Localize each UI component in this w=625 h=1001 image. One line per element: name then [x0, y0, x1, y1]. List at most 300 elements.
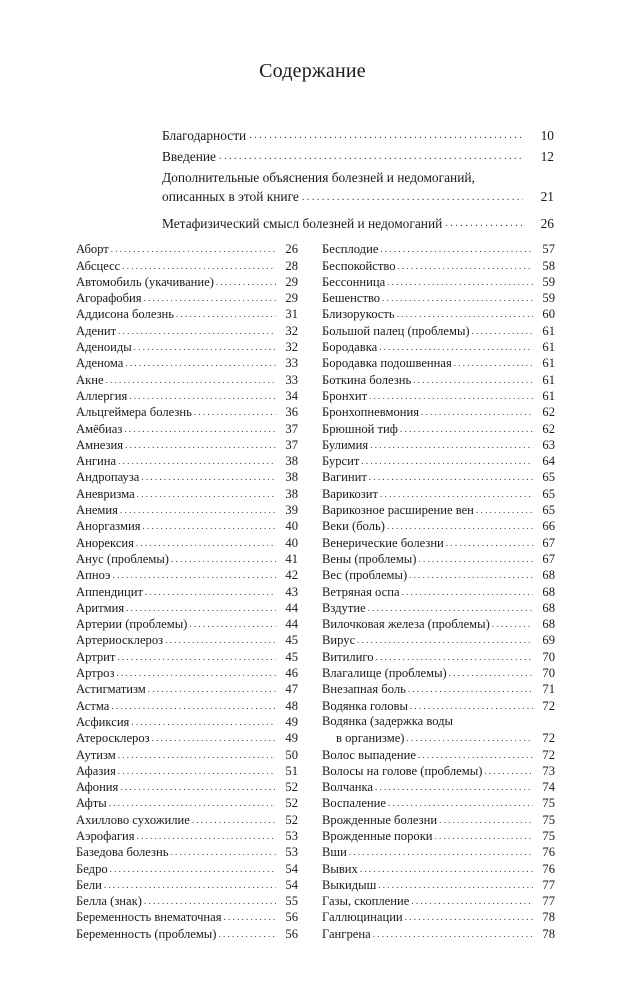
index-page-number: 73	[542, 763, 555, 778]
index-page-number: 45	[285, 649, 298, 664]
index-entry[interactable]	[322, 403, 555, 419]
index-entry[interactable]	[76, 664, 298, 680]
dot-leader	[218, 930, 276, 939]
index-entry[interactable]	[76, 778, 298, 794]
dot-leader	[126, 604, 276, 613]
index-entry[interactable]	[322, 338, 555, 354]
index-entry[interactable]	[76, 452, 298, 468]
index-column-right	[322, 240, 555, 941]
index-entry[interactable]	[322, 370, 555, 386]
dot-leader	[131, 718, 276, 727]
index-page-number: 34	[285, 388, 298, 403]
index-page-number: 43	[285, 584, 298, 599]
index-page-number: 55	[285, 894, 298, 909]
page-title: Содержание	[259, 60, 366, 82]
dot-leader	[144, 294, 276, 303]
dot-leader	[370, 441, 533, 450]
index-entry[interactable]	[322, 892, 555, 908]
index-page-number: 53	[285, 845, 298, 860]
index-page-number: 59	[542, 274, 555, 289]
toc-entry[interactable]	[162, 211, 554, 232]
dot-leader	[382, 294, 533, 303]
dot-leader	[445, 219, 523, 229]
index-entry[interactable]	[76, 338, 298, 354]
dot-leader	[141, 473, 276, 482]
index-entry[interactable]	[322, 273, 555, 289]
index-entry-label: Бурсит	[322, 454, 360, 469]
index-page-number: 41	[285, 551, 298, 566]
index-page-number: 72	[542, 698, 555, 713]
index-entry-label: Выкидыш	[322, 877, 377, 892]
index-entry-label: Бешенство	[322, 291, 381, 306]
index-page-number: 64	[542, 454, 555, 469]
index-page-number: 69	[542, 633, 555, 648]
index-page-number: 38	[285, 470, 298, 485]
dot-leader	[120, 506, 276, 515]
toc-page-number: 21	[540, 189, 554, 204]
index-entry[interactable]	[322, 468, 555, 484]
index-entry[interactable]	[322, 647, 555, 663]
dot-leader	[360, 865, 533, 874]
dot-leader	[120, 783, 276, 792]
index-entry-label: Базедова болезнь	[76, 845, 169, 860]
index-entry[interactable]	[76, 859, 298, 875]
index-entry-label: Вздутие	[322, 600, 366, 615]
index-page-number: 50	[285, 747, 298, 762]
dot-leader	[369, 392, 533, 401]
index-entry[interactable]	[322, 908, 555, 924]
dot-leader	[410, 702, 533, 711]
index-entry-label: Внезапная боль	[322, 682, 406, 697]
index-entry[interactable]	[76, 745, 298, 761]
index-entry[interactable]	[76, 713, 298, 729]
index-entry-label: Аппендицит	[76, 584, 144, 599]
index-page-number: 65	[542, 470, 555, 485]
dot-leader	[387, 522, 533, 531]
index-entry[interactable]	[76, 810, 298, 826]
index-entry-label: Веки (боль)	[322, 519, 385, 534]
index-entry[interactable]	[76, 370, 298, 386]
index-entry[interactable]	[322, 501, 555, 517]
index-entry[interactable]	[76, 876, 298, 892]
index-page-number: 54	[285, 861, 298, 876]
index-entry[interactable]	[322, 436, 555, 452]
dot-leader	[421, 408, 533, 417]
index-page-number: 49	[285, 714, 298, 729]
toc-entry[interactable]	[162, 123, 554, 144]
index-entry-label: Волосы на голове (проблемы)	[322, 763, 483, 778]
index-entry-label: Витилиго	[322, 649, 374, 664]
index-entry-label: Аллергия	[76, 388, 128, 403]
dot-leader	[368, 604, 533, 613]
dot-leader	[129, 392, 276, 401]
dot-leader	[106, 376, 276, 385]
index-entry-label: Афты	[76, 796, 107, 811]
index-page-number: 62	[542, 405, 555, 420]
dot-leader	[152, 734, 276, 743]
toc-entry[interactable]	[162, 168, 554, 206]
index-entry[interactable]	[76, 387, 298, 403]
index-page-number: 33	[285, 372, 298, 387]
index-entry[interactable]	[76, 256, 298, 272]
index-page-number: 70	[542, 666, 555, 681]
index-entry-label: Врожденные пороки	[322, 828, 433, 843]
index-entry[interactable]	[76, 794, 298, 810]
index-page-number: 78	[542, 926, 555, 941]
dot-leader	[118, 327, 276, 336]
index-entry[interactable]	[322, 484, 555, 500]
index-entry-label: Беременность (проблемы)	[76, 926, 217, 941]
index-entry[interactable]	[76, 321, 298, 337]
dot-leader	[110, 865, 276, 874]
index-entry[interactable]	[76, 273, 298, 289]
index-page-number: 39	[285, 503, 298, 518]
index-entry-label: Альцгеймера болезнь	[76, 405, 192, 420]
index-entry[interactable]	[76, 533, 298, 549]
index-page-number: 33	[285, 356, 298, 371]
index-page-number: 61	[542, 356, 555, 371]
index-page-number: 31	[285, 307, 298, 322]
index-entry-label: Ахиллово сухожилие	[76, 812, 190, 827]
index-entry[interactable]	[322, 794, 555, 810]
dot-leader	[125, 359, 276, 368]
dot-leader	[118, 751, 276, 760]
index-entry[interactable]	[76, 892, 298, 908]
index-entry[interactable]	[76, 924, 298, 940]
toc-page-number: 10	[540, 128, 554, 143]
index-entry[interactable]	[322, 713, 555, 746]
index-entry[interactable]	[322, 321, 555, 337]
index-entry[interactable]	[76, 762, 298, 778]
index-page-number: 32	[285, 323, 298, 338]
index-entry[interactable]	[322, 924, 555, 940]
index-page-number: 26	[285, 242, 298, 257]
index-entry-label: Абсцесс	[76, 258, 121, 273]
dot-leader	[170, 848, 276, 857]
dot-leader	[194, 408, 276, 417]
index-entry[interactable]	[322, 664, 555, 680]
index-entry[interactable]	[76, 582, 298, 598]
index-entry[interactable]	[322, 550, 555, 566]
dot-leader	[136, 539, 276, 548]
index-entry[interactable]	[322, 762, 555, 778]
index-entry-label: Воспаление	[322, 796, 386, 811]
index-entry-label: Бесплодие	[322, 242, 379, 257]
index-page-number: 46	[285, 666, 298, 681]
index-entry-label: Аэрофагия	[76, 828, 135, 843]
index-entry-label: Афония	[76, 780, 119, 795]
toc-entry-label: описанных в этой книге	[162, 189, 299, 204]
index-entry[interactable]	[322, 256, 555, 272]
dot-leader	[375, 783, 533, 792]
index-entry[interactable]	[76, 696, 298, 712]
index-page-number: 40	[285, 519, 298, 534]
index-entry[interactable]	[322, 517, 555, 533]
index-entry-label: Беспокойство	[322, 258, 396, 273]
index-page-number: 29	[285, 274, 298, 289]
dot-leader	[137, 832, 276, 841]
index-entry[interactable]	[76, 354, 298, 370]
index-page-number: 68	[542, 600, 555, 615]
index-entry-label: Вши	[322, 845, 347, 860]
index-entry[interactable]	[76, 484, 298, 500]
index-page-number: 44	[285, 600, 298, 615]
dot-leader	[117, 653, 276, 662]
index-entry-label: Анус (проблемы)	[76, 551, 169, 566]
index-entry-label: Аутизм	[76, 747, 116, 762]
dot-leader	[454, 359, 533, 368]
index-page-number: 38	[285, 486, 298, 501]
dot-leader	[216, 278, 276, 287]
dot-leader	[142, 522, 276, 531]
index-page-number: 75	[542, 828, 555, 843]
dot-leader	[484, 767, 533, 776]
index-page-number: 32	[285, 340, 298, 355]
index-entry-label: Влагалище (проблемы)	[322, 666, 447, 681]
index-entry[interactable]	[322, 876, 555, 892]
toc-entry-label: Метафизический смысл болезней и недомоганий	[162, 216, 443, 231]
dot-leader	[397, 310, 533, 319]
index-page-number: 72	[542, 747, 555, 762]
index-page-number: 77	[542, 877, 555, 892]
dot-leader	[380, 245, 533, 254]
dot-leader	[349, 848, 533, 857]
index-entry[interactable]	[76, 647, 298, 663]
index-entry-label: Апноэ	[76, 568, 111, 583]
index-entry-label: Бородавка подошвенная	[322, 356, 452, 371]
index-entry-label: Волчанка	[322, 780, 373, 795]
index-entry-label: Врожденные болезни	[322, 812, 438, 827]
index-page-number: 59	[542, 291, 555, 306]
dot-leader	[388, 799, 533, 808]
index-entry[interactable]	[76, 550, 298, 566]
index-page-number: 61	[542, 323, 555, 338]
index-entry-label: Большой палец (проблемы)	[322, 323, 470, 338]
dot-leader	[418, 555, 533, 564]
index-entry[interactable]	[322, 305, 555, 321]
dot-leader	[405, 913, 533, 922]
index-entry[interactable]	[322, 289, 555, 305]
index-entry-label: Анемия	[76, 503, 118, 518]
main-contents	[162, 123, 554, 232]
dot-leader	[137, 490, 276, 499]
index-entry[interactable]	[76, 631, 298, 647]
dot-leader	[449, 669, 533, 678]
toc-entry-label: Введение	[162, 149, 216, 164]
index-entry[interactable]	[322, 240, 555, 256]
index-page-number: 70	[542, 649, 555, 664]
index-entry-label: Андропауза	[76, 470, 140, 485]
index-entry[interactable]	[322, 631, 555, 647]
dot-leader	[171, 555, 276, 564]
index-entry[interactable]	[322, 696, 555, 712]
dot-leader	[406, 734, 533, 743]
index-entry-label: Амнезия	[76, 437, 124, 452]
index-entry-label: Агорафобия	[76, 291, 142, 306]
index-entry[interactable]	[76, 843, 298, 859]
index-entry[interactable]	[76, 908, 298, 924]
dot-leader	[249, 131, 523, 141]
index-page-number: 65	[542, 503, 555, 518]
index-entry-label: Варикозит	[322, 486, 379, 501]
dot-leader	[118, 457, 276, 466]
index-entry[interactable]	[322, 566, 555, 582]
dot-leader	[402, 588, 533, 597]
index-entry-label: Вес (проблемы)	[322, 568, 408, 583]
dot-leader	[357, 636, 533, 645]
index-entry-label: Аритмия	[76, 600, 125, 615]
index-entry-label: Брюшной тиф	[322, 421, 398, 436]
index-entry[interactable]	[76, 729, 298, 745]
index-column-left	[76, 240, 298, 941]
index-page-number: 74	[542, 780, 555, 795]
index-entry[interactable]	[322, 582, 555, 598]
index-entry[interactable]	[322, 387, 555, 403]
index-entry[interactable]	[322, 354, 555, 370]
index-entry-label: Астигматизм	[76, 682, 146, 697]
index-entry-label: Бели	[76, 877, 102, 892]
index-entry-label: Аденоиды	[76, 340, 132, 355]
dot-leader	[125, 441, 276, 450]
index-entry[interactable]	[322, 615, 555, 631]
dot-leader	[148, 685, 276, 694]
index-entry[interactable]	[322, 533, 555, 549]
dot-leader	[165, 636, 276, 645]
index-page-number: 65	[542, 486, 555, 501]
index-entry-label: Аневризма	[76, 486, 135, 501]
dot-leader	[111, 245, 276, 254]
index-page-number: 62	[542, 421, 555, 436]
index-entry[interactable]	[76, 615, 298, 631]
index-entry-label: Аденома	[76, 356, 124, 371]
index-entry-label: Вирус	[322, 633, 356, 648]
dot-leader	[413, 376, 533, 385]
dot-leader	[224, 913, 276, 922]
dot-leader	[398, 262, 533, 271]
index-page-number: 42	[285, 568, 298, 583]
dot-leader	[302, 193, 523, 203]
index-entry[interactable]	[76, 289, 298, 305]
dot-leader	[112, 571, 276, 580]
index-entry-label: Анорексия	[76, 535, 134, 550]
index-entry-label: Газы, скопление	[322, 894, 410, 909]
index-entry-label: Бедро	[76, 861, 108, 876]
dot-leader	[472, 327, 533, 336]
index-entry-label: Аддисона болезнь	[76, 307, 175, 322]
dot-leader	[446, 539, 533, 548]
index-entry[interactable]	[322, 452, 555, 468]
dot-leader	[369, 473, 533, 482]
index-page-number: 51	[285, 763, 298, 778]
dot-leader	[476, 506, 533, 515]
index-entry[interactable]	[76, 468, 298, 484]
index-entry[interactable]	[322, 810, 555, 826]
index-entry[interactable]	[76, 680, 298, 696]
index-entry[interactable]	[76, 419, 298, 435]
dot-leader	[176, 310, 276, 319]
dot-leader	[361, 457, 533, 466]
dot-leader	[492, 620, 533, 629]
dot-leader	[409, 571, 533, 580]
index-entry[interactable]	[76, 436, 298, 452]
index-entry[interactable]	[322, 419, 555, 435]
index-page-number: 77	[542, 894, 555, 909]
index-entry-label: Белла (знак)	[76, 894, 142, 909]
dot-leader	[144, 897, 276, 906]
index-page-number: 57	[542, 242, 555, 257]
index-entry[interactable]	[322, 599, 555, 615]
index-page-number: 44	[285, 617, 298, 632]
index-page-number: 68	[542, 617, 555, 632]
index-entry[interactable]	[322, 843, 555, 859]
index-entry[interactable]	[76, 566, 298, 582]
index-entry[interactable]	[76, 517, 298, 533]
dot-leader	[387, 278, 533, 287]
index-page-number: 36	[285, 405, 298, 420]
index-page-number: 37	[285, 421, 298, 436]
index-page-number: 66	[542, 519, 555, 534]
index-page-number: 78	[542, 910, 555, 925]
dot-leader	[376, 653, 533, 662]
dot-leader	[373, 930, 533, 939]
toc-page-number: 12	[540, 149, 554, 164]
index-entry[interactable]	[76, 403, 298, 419]
dot-leader	[189, 620, 276, 629]
index-page-number: 68	[542, 584, 555, 599]
index-entry-label: Водянка головы	[322, 698, 408, 713]
index-entry-label: Вагинит	[322, 470, 367, 485]
index-entry[interactable]	[76, 501, 298, 517]
index-entry-label: Вилочковая железа (проблемы)	[322, 617, 490, 632]
index-page-number: 52	[285, 780, 298, 795]
index-entry[interactable]	[322, 745, 555, 761]
index-entry-label: Близорукость	[322, 307, 395, 322]
index-entry[interactable]	[322, 827, 555, 843]
index-entry-label: Аденит	[76, 323, 117, 338]
index-entry-label: Артериосклероз	[76, 633, 164, 648]
index-entry-label: Бессонница	[322, 274, 386, 289]
index-entry[interactable]	[76, 599, 298, 615]
index-page-number: 61	[542, 372, 555, 387]
index-entry-label: Бронхит	[322, 388, 368, 403]
index-page-number: 29	[285, 291, 298, 306]
index-entry-label: Боткина болезнь	[322, 372, 412, 387]
index-entry[interactable]	[322, 680, 555, 696]
index-entry[interactable]	[76, 305, 298, 321]
dot-leader	[378, 881, 533, 890]
index-page-number: 75	[542, 812, 555, 827]
dot-leader	[192, 816, 276, 825]
index-entry[interactable]	[76, 240, 298, 256]
index-entry-label: Артроз	[76, 666, 115, 681]
index-entry-label: Атеросклероз	[76, 731, 150, 746]
dot-leader	[400, 425, 533, 434]
index-page-number: 38	[285, 454, 298, 469]
index-entry-label: Ветряная оспа	[322, 584, 400, 599]
index-entry-label: Акне	[76, 372, 104, 387]
index-entry[interactable]	[322, 859, 555, 875]
index-page-number: 61	[542, 340, 555, 355]
index-entry-label: Беременность внематочная	[76, 910, 222, 925]
index-page-number: 71	[542, 682, 555, 697]
toc-entry-line	[162, 187, 554, 206]
index-entry[interactable]	[322, 778, 555, 794]
index-entry-label: Афазия	[76, 763, 116, 778]
index-page-number: 49	[285, 731, 298, 746]
toc-entry[interactable]	[162, 144, 554, 165]
index-entry[interactable]	[76, 827, 298, 843]
dot-leader	[124, 425, 276, 434]
